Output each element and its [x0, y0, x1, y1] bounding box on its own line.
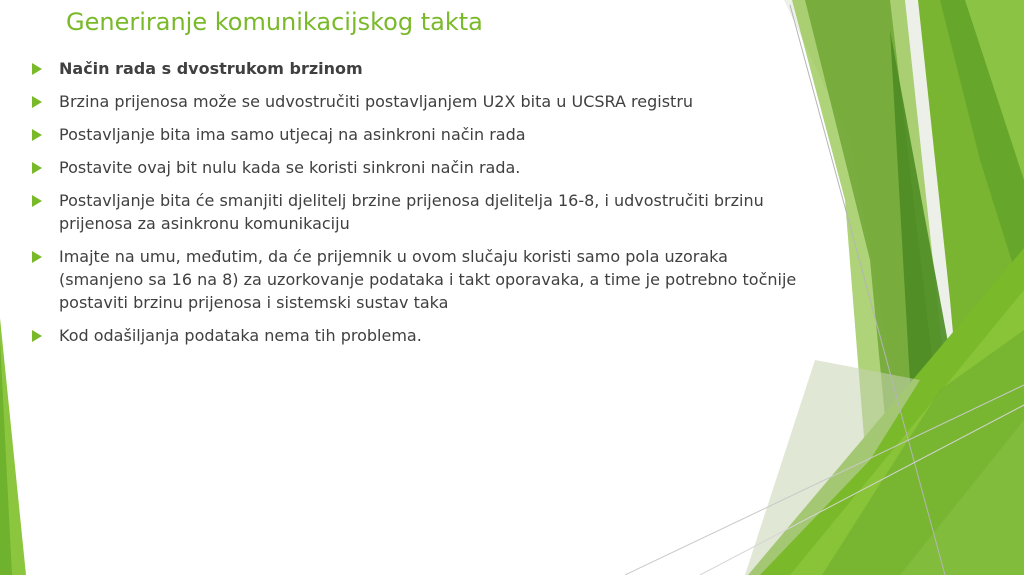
bullet-item: [30, 57, 800, 80]
triangle-bullet-icon: [32, 251, 42, 263]
bullet-item: [30, 90, 800, 113]
triangle-bullet-icon: [32, 162, 42, 174]
slide-title: Generiranje komunikacijskog takta: [66, 8, 483, 36]
bullet-text: Postavljanje bita će smanjiti djelitelj brzine prijenosa djelitelja 16-8, i udvostručiti brzinu prijenosa za asinkronu komunikaciju: [59, 191, 764, 233]
bullet-list: [30, 57, 800, 357]
bullet-item: [30, 245, 800, 314]
triangle-bullet-icon: [32, 63, 42, 75]
bullet-text: Brzina prijenosa može se udvostručiti postavljanjem U2X bita u UCSRA registru: [59, 92, 694, 111]
bullet-item: [30, 189, 800, 235]
bullet-item: [30, 123, 800, 146]
bullet-item: [30, 324, 800, 347]
bullet-text: Postavljanje bita ima samo utjecaj na asinkroni način rada: [59, 125, 526, 144]
bullet-text: Kod odašiljanja podataka nema tih problema.: [59, 326, 422, 345]
bullet-item: [30, 156, 800, 179]
triangle-bullet-icon: [32, 129, 42, 141]
triangle-bullet-icon: [32, 96, 42, 108]
bullet-text: Postavite ovaj bit nulu kada se koristi sinkroni način rada.: [59, 158, 521, 177]
bullet-text: Imajte na umu, međutim, da će prijemnik u ovom slučaju koristi samo pola uzoraka (smanjeno sa 16 na 8) za uzorkovanje podataka i takt oporavaka, a time je potrebno točnije postaviti brzinu prijenosa i sistemski sustav taka: [59, 247, 797, 312]
triangle-bullet-icon: [32, 195, 42, 207]
triangle-bullet-icon: [32, 330, 42, 342]
bullet-text: Način rada s dvostrukom brzinom: [59, 59, 363, 78]
